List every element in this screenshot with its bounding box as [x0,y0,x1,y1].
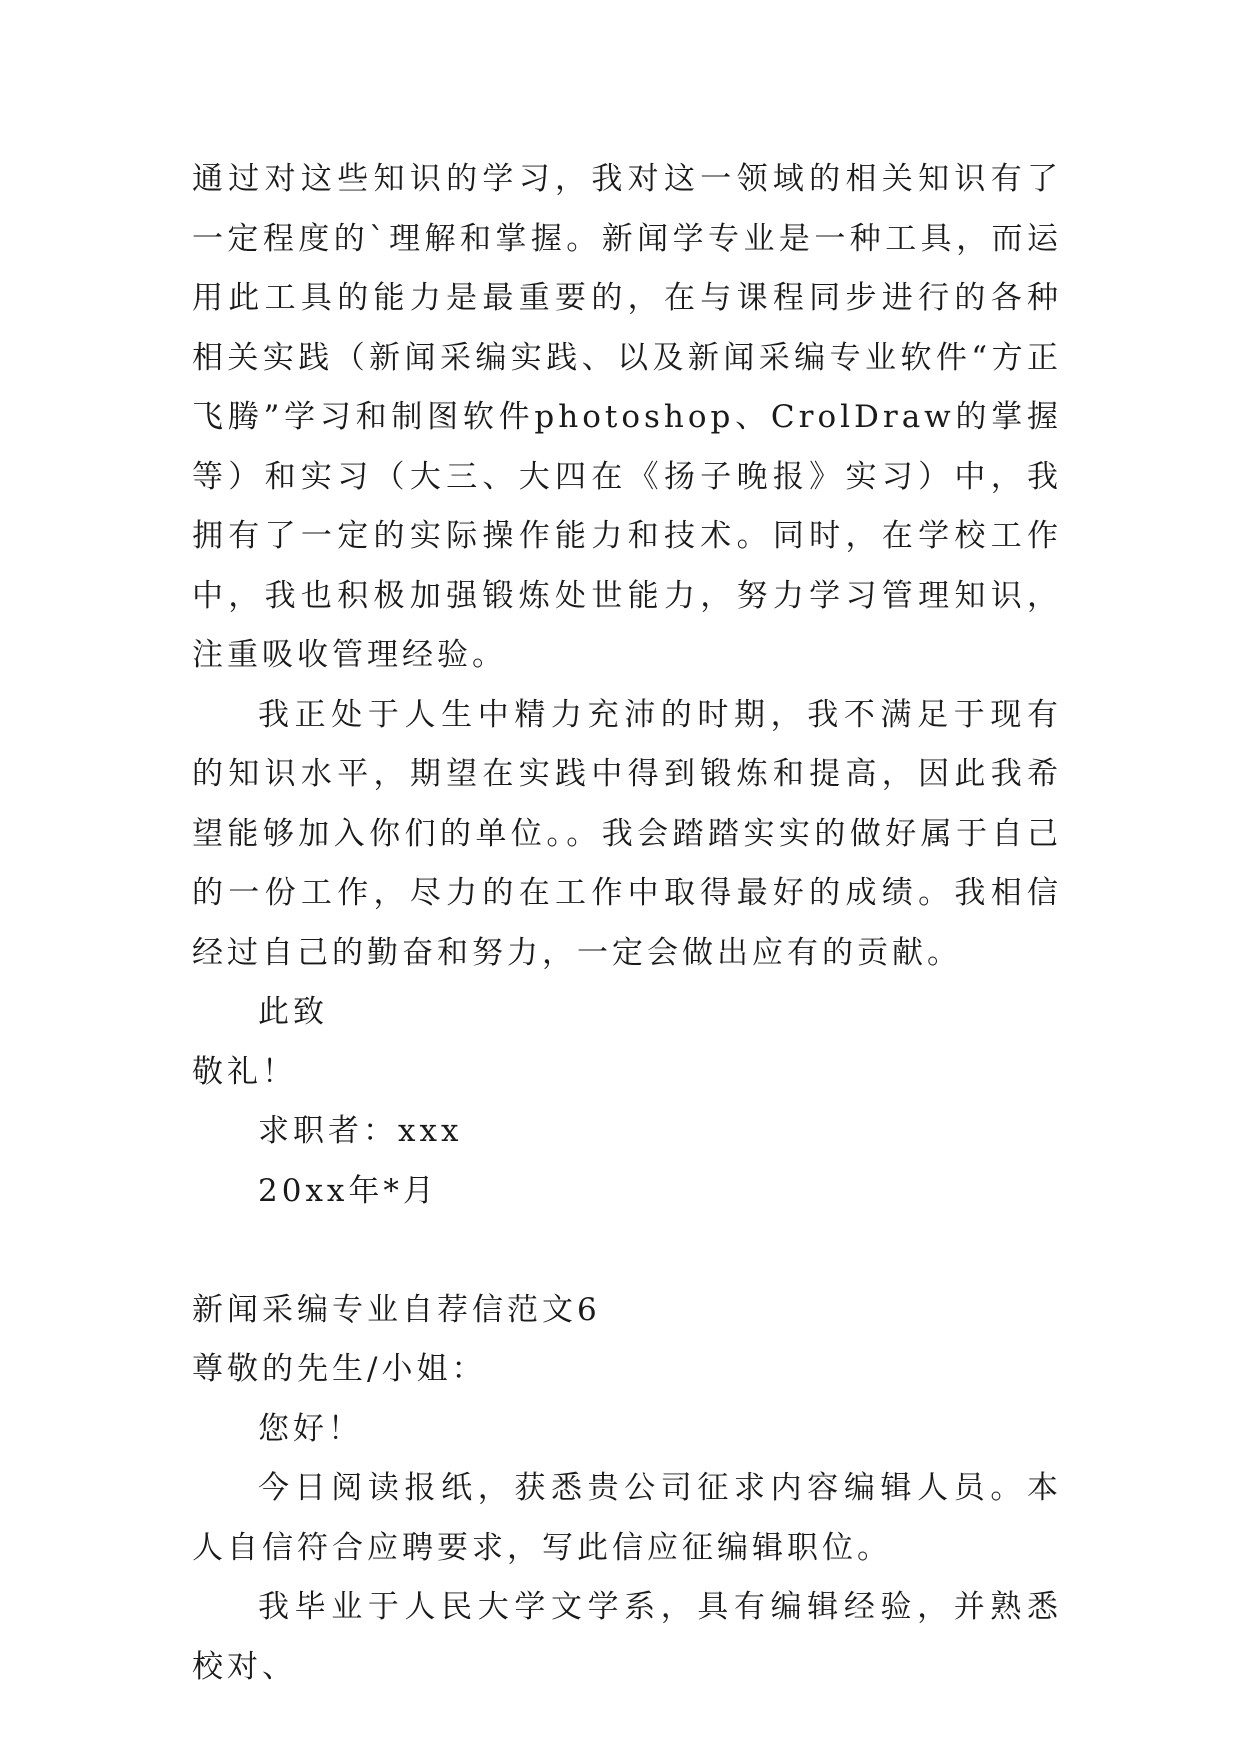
salutation-line: 尊敬的先生/小姐： [192,1351,487,1387]
closing-salute: 敬礼！ [192,1053,297,1090]
blank-line [192,1221,1062,1281]
document-body [192,150,1062,1697]
paragraph-application: 今日阅读报纸，获悉贵公司征求内容编辑人员。本人自信符合应聘要求，写此信应征编辑职位。 [192,1470,1062,1566]
paragraph-motivation: 我正处于人生中精力充沛的时期，我不满足于现有的知识水平，期望在实践中得到锻炼和提高，因此我希望能够加入你们的单位。。我会踏踏实实的做好属于自己的一份工作，尽力的在工作中取得最好的成绩。我相信经过自己的勤奋和努力，一定会做出应有的贡献。 [192,696,1062,971]
signature-line: 求职者：xxx [258,1113,463,1149]
date-line: 20xx年*月 [258,1172,438,1209]
section-heading: 新闻采编专业自荐信范文6 [192,1291,601,1328]
closing-phrase: 此致 [258,994,328,1030]
greeting-line: 您好！ [258,1410,363,1447]
paragraph-education-practice: 通过对这些知识的学习，我对这一领域的相关知识有了一定程度的`理解和掌握。新闻学专业是一种工具，而运用此工具的能力是最重要的，在与课程同步进行的各种相关实践（新闻采编实践、以及新闻采编专业软件“方正飞腾”学习和制图软件photoshop、CrolDraw的掌握等）和实习（大三、大四在《扬子晚报》实习）中，我拥有了一定的实际操作能力和技术。同时，在学校工作中，我也积极加强锻炼处世能力，努力学习管理知识，注重吸收管理经验。 [192,161,1062,673]
paragraph-background: 我毕业于人民大学文学系，具有编辑经验，并熟悉校对、 [192,1589,1062,1685]
